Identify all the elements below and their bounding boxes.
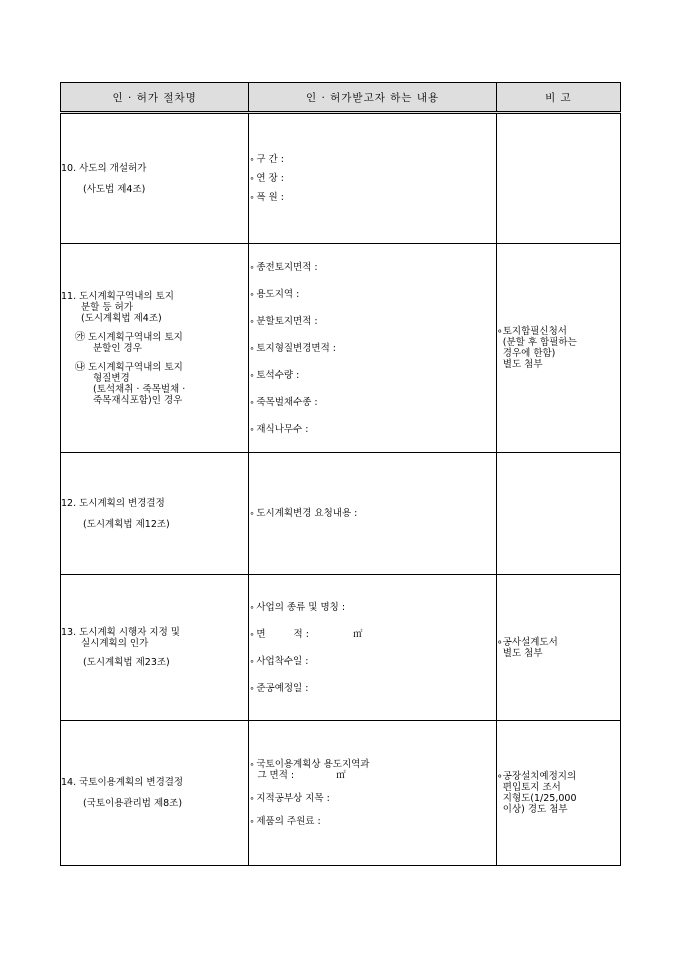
content-item: 구 간 : [256, 154, 284, 165]
header-note: 비 고 [496, 83, 620, 113]
procedure-law: (도시계획법 제12조) [83, 518, 170, 530]
sub-item-2-cont: (토석채취 · 죽목벌채 · [93, 383, 186, 395]
content-cell [249, 244, 496, 453]
bullet-icon: ∘ [249, 656, 255, 666]
bullet-icon: ∘ [249, 193, 255, 202]
unit-sqm: ㎡ [336, 770, 346, 781]
bullet-icon: ∘ [249, 174, 255, 183]
content-item: 준공예정일 : [256, 682, 309, 694]
bullet-icon: ∘ [249, 629, 255, 639]
bullet-icon: ∘ [249, 343, 255, 353]
content-item: 도시계획변경 요청내용 : [256, 508, 358, 519]
bullet-icon: ∘ [249, 155, 255, 164]
bullet-icon: ∘ [249, 683, 255, 693]
note-cell [496, 113, 620, 244]
content-item: 면 [256, 628, 266, 640]
procedure-title-cont: 실시계획의 인가 [81, 638, 149, 649]
bullet-icon: ∘ [249, 509, 255, 518]
note-text: 편입토지 조서 [502, 782, 561, 793]
content-item: 분할토지면적 : [256, 315, 318, 327]
note-cell [496, 721, 620, 866]
content-cell [249, 453, 496, 575]
unit-sqm: ㎡ [352, 628, 363, 640]
note-text: 경우에 한함) [502, 348, 556, 359]
note-text: 별도 첨부 [502, 647, 543, 659]
note-text: 이상) 경도 첨부 [502, 804, 568, 815]
note-cell [496, 575, 620, 721]
sub-item-2-cont: 죽목재식포함)인 경우 [93, 394, 183, 406]
header-content: 인 · 허가받고자 하는 내용 [249, 83, 496, 113]
bullet-icon: ∘ [249, 817, 255, 826]
note-text: 별도 첨부 [502, 359, 543, 370]
table-row [61, 575, 621, 721]
sub-mark-na: ㉯ [75, 361, 85, 373]
procedure-cell [61, 244, 249, 453]
content-cell [249, 113, 496, 244]
header-procedure: 인 · 허가 절차명 [61, 83, 249, 113]
content-item: 지적공부상 지목 : [256, 793, 330, 804]
procedure-title-cont: 분할 등 허가 [81, 301, 133, 313]
bullet-icon: ∘ [249, 370, 255, 380]
procedure-cell [61, 575, 249, 721]
procedure-title: 13. 도시계획 시행자 지정 및 [61, 627, 180, 638]
table-row [61, 244, 621, 453]
table-row [61, 453, 621, 575]
note-text: 공장설치예정지의 [502, 771, 577, 782]
content-cell [249, 575, 496, 721]
procedure-cell [61, 113, 249, 244]
sub-item-1-cont: 분할인 경우 [93, 342, 142, 354]
bullet-icon: ∘ [249, 760, 255, 769]
bullet-icon: ∘ [249, 794, 255, 803]
content-item: 제품의 주원료 : [256, 816, 321, 827]
procedure-cell [61, 453, 249, 575]
content-item: 토지형질변경면적 : [256, 342, 336, 354]
content-item: 적 : [293, 628, 309, 640]
note-text: (분할 후 합필하는 [502, 337, 577, 348]
bullet-icon: ∘ [249, 397, 255, 407]
table-header-row [61, 83, 621, 113]
procedure-cell [61, 721, 249, 866]
content-cell [249, 721, 496, 866]
content-item: 사업착수일 : [256, 655, 309, 667]
bullet-icon: ∘ [496, 326, 503, 337]
content-item: 용도지역 : [256, 288, 300, 300]
content-item: 사업의 종류 및 명칭 : [256, 601, 346, 613]
bullet-icon: ∘ [249, 316, 255, 326]
procedure-law: (도시계획법 제23조) [83, 657, 170, 668]
bullet-icon: ∘ [496, 636, 503, 648]
table-row [61, 113, 621, 244]
bullet-icon: ∘ [496, 771, 503, 782]
content-item: 연 장 : [256, 173, 284, 184]
content-item: 토석수량 : [256, 369, 300, 381]
sub-item-2-cont: 형질변경 [93, 372, 130, 384]
content-item-cont: 그 면적 : [257, 770, 295, 781]
procedure-title: 12. 도시계획의 변경결정 [61, 497, 165, 509]
bullet-icon: ∘ [249, 262, 255, 272]
note-cell [496, 244, 620, 453]
content-item: 죽목벌채수종 : [256, 396, 318, 408]
permit-procedure-table [60, 82, 621, 866]
note-text: 지형도(1/25,000 [502, 793, 577, 804]
table-row [61, 721, 621, 866]
bullet-icon: ∘ [249, 424, 255, 434]
content-item: 재식나무수 : [256, 423, 309, 435]
sub-mark-ga: ㉮ [75, 331, 85, 343]
note-cell [496, 453, 620, 575]
bullet-icon: ∘ [249, 289, 255, 299]
procedure-title: 11. 도시계획구역내의 토지 [61, 290, 174, 302]
note-text: 토지합필신청서 [502, 326, 567, 337]
procedure-law: (국토이용관리법 제8조) [83, 798, 183, 809]
procedure-law: (도시계획법 제4조) [81, 312, 162, 324]
procedure-title: 10. 사도의 개설허가 [61, 162, 147, 174]
content-item: 종전토지면적 : [256, 261, 318, 273]
bullet-icon: ∘ [249, 602, 255, 612]
sub-item-1: 도시계획구역내의 토지 [88, 331, 183, 343]
procedure-title: 14. 국토이용계획의 변경결정 [61, 777, 184, 788]
procedure-law: (사도법 제4조) [83, 183, 146, 195]
content-item: 국토이용계획상 용도지역과 [256, 759, 370, 770]
content-item: 폭 원 : [256, 192, 284, 203]
sub-item-2: 도시계획구역내의 토지 [88, 361, 183, 373]
note-text: 공사설계도서 [502, 636, 558, 648]
